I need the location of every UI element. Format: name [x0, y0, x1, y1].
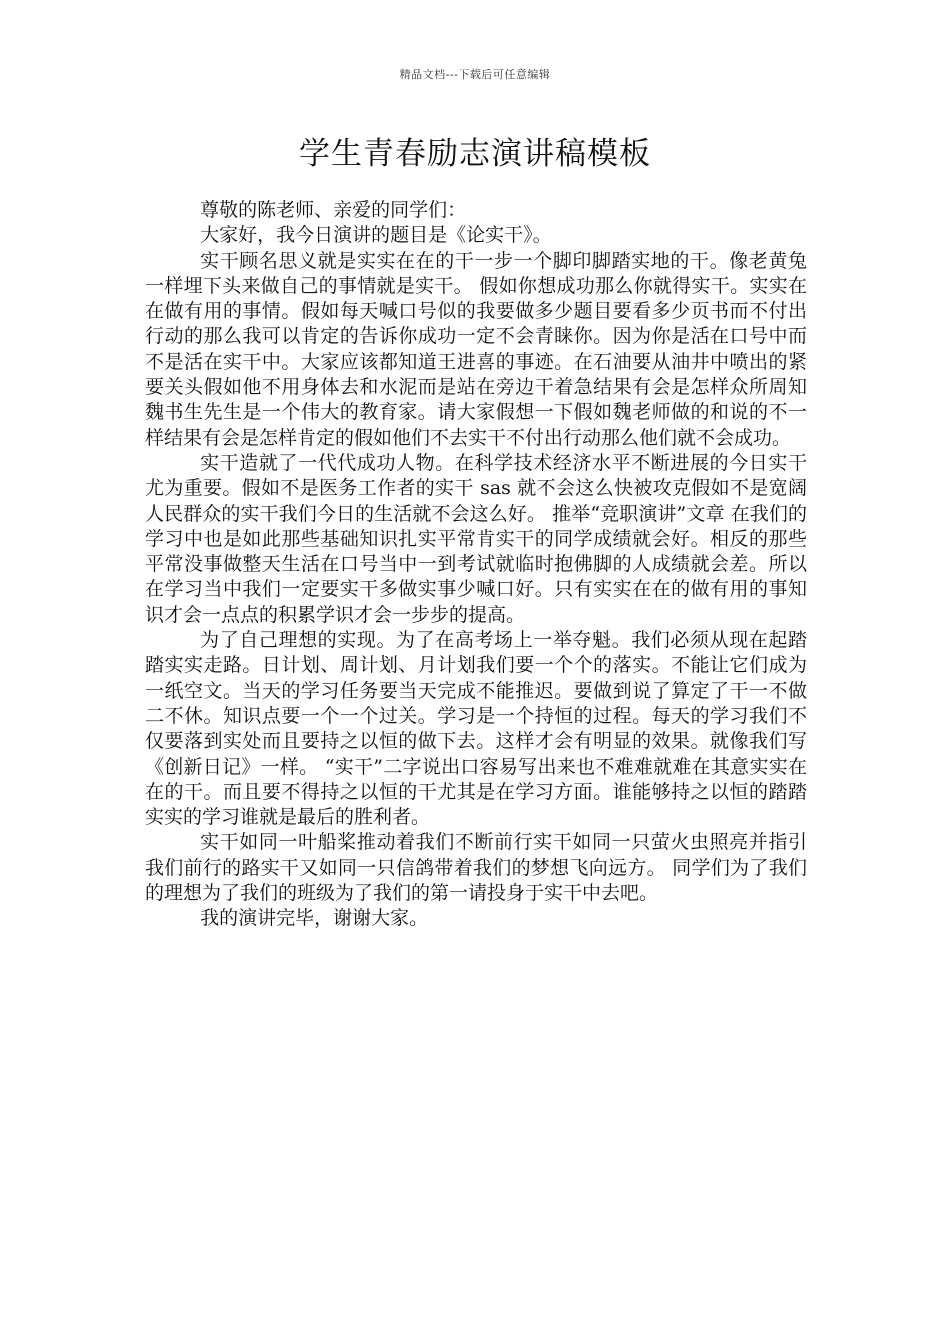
- document-body: [145, 198, 807, 932]
- body-paragraph: 实干顾名思义就是实实在在的干一步一个脚印脚踏实地的干。像老黄兔一样埋下头来做自己的事情就是实干。 假如你想成功那么你就得实干。实实在在做有用的事情。假如每天喊口号似的我要做多少题目要看多少页书而不付出行动的那么我可以肯定的告诉你成功一定不会青睐你。因为你是活在口号中而不是活在实干中。大家应该都知道王进喜的事迹。在石油要从油井中喷出的紧要关头假如他不用身体去和水泥而是站在旁边干着急结果有会是怎样众所周知魏书生先生是一个伟大的教育家。请大家假想一下假如魏老师做的和说的不一样结果有会是怎样肯定的假如他们不去实干不付出行动那么他们就不会成功。: [145, 249, 807, 449]
- body-paragraph: 实干造就了一代代成功人物。在科学技术经济水平不断进展的今日实干尤为重要。假如不是医务工作者的实干 sas 就不会这么快被攻克假如不是宽阔人民群众的实干我们今日的生活就不会这么好。 推举“竞职演讲”文章 在我们的学习中也是如此那些基础知识扎实平常肯实干的同学成绩就会好。相反的那些平常没事做整天生活在口号当中一到考试就临时抱佛脚的人成绩就会差。所以在学习当中我们一定要实干多做实事少喊口好。只有实实在在的做有用的事知识才会一点点的积累学识才会一步步的提高。: [145, 451, 807, 626]
- document-title: 学生青春励志演讲稿模板: [299, 136, 651, 172]
- page-header-note: 精品文档---下载后可任意编辑: [399, 68, 551, 81]
- salutation-paragraph: 尊敬的陈老师、亲爱的同学们：: [200, 199, 467, 221]
- closing-paragraph: 我的演讲完毕，谢谢大家。: [200, 907, 429, 930]
- greeting-paragraph: 大家好，我今日演讲的题目是《论实干》。: [200, 224, 552, 247]
- body-paragraph: 为了自己理想的实现。为了在高考场上一举夺魁。我们必须从现在起踏踏实实走路。日计划、周计划、月计划我们要一个个的落实。不能让它们成为一纸空文。当天的学习任务要当天完成不能推迟。要做到说了算定了干一不做二不休。知识点要一个一个过关。学习是一个持恒的过程。每天的学习我们不仅要落到实处而且要持之以恒的做下去。这样才会有明显的效果。就像我们写《创新日记》一样。 “实干”二字说出口容易写出来也不难难就难在其意实实在在的干。而且要不得持之以恒的干尤其是在学习方面。谁能够持之以恒的踏踏实实的学习谁就是最后的胜利者。: [145, 629, 807, 829]
- body-paragraph: 实干如同一叶船桨推动着我们不断前行实干如同一只萤火虫照亮并指引我们前行的路实干又如同一只信鸽带着我们的梦想飞向远方。 同学们为了我们的理想为了我们的班级为了我们的第一请投身于实干中去吧。: [145, 831, 807, 905]
